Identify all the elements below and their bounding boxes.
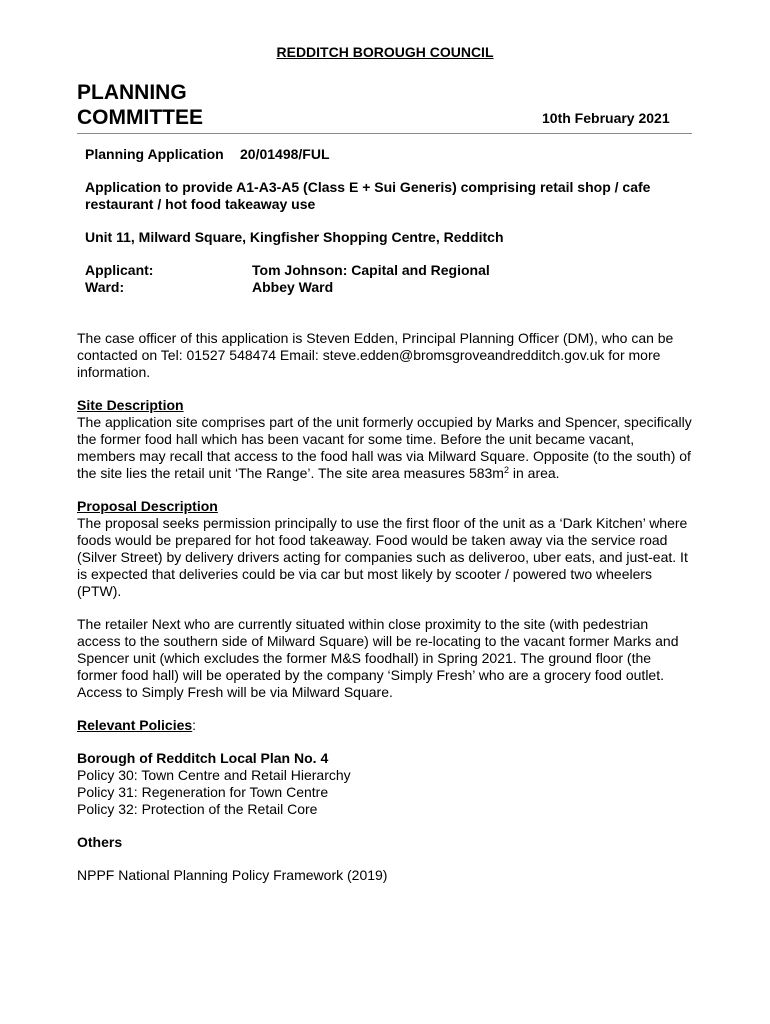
applicant-details: [85, 262, 685, 296]
applicant-row: [85, 262, 685, 279]
area-unit-superscript: 2: [503, 465, 509, 475]
site-description-text-end: in area.: [508, 465, 560, 481]
ward-label: Ward:: [85, 279, 125, 295]
application-site-address: Unit 11, Milward Square, Kingfisher Shopping Centre, Redditch: [85, 229, 504, 245]
proposal-paragraph-2: The retailer Next who are currently situated within close proximity to the site (with pedestrian access to the southern side of Milward Square) will be re-locating to the vacant former Marks and Spencer unit (which excludes the former M&S foodhall) in Spring 2021. The ground floor (the former food hall) will be operated by the company ‘Simply Fresh’ who are a grocery food outlet. Access to Simply Fresh will be via Milward Square.: [77, 616, 679, 700]
application-description: Application to provide A1-A3-A5 (Class E + Sui Generis) comprising retail shop / cafe restaurant / hot food takeaway use: [85, 179, 651, 212]
application-summary: [85, 146, 685, 296]
council-name: REDDITCH BOROUGH COUNCIL: [276, 44, 494, 60]
proposal-description-heading: Proposal Description: [77, 498, 218, 514]
header-divider: [77, 133, 692, 134]
others-policy-item: NPPF National Planning Policy Framework (2019): [77, 867, 388, 883]
report-body: [77, 330, 695, 900]
policy-item: Policy 31: Regeneration for Town Centre: [77, 784, 329, 800]
site-description-text: The application site comprises part of the unit formerly occupied by Marks and Spencer, specifically the former food hall which has been vacant for some time. Before the unit became vacant, members may recall that access to the food hall was via Milward Square. Opposite (to the south) of the site lies the retail unit ‘The Range’. The site area measures 583m: [77, 414, 692, 481]
meeting-date: 10th February 2021: [542, 110, 670, 126]
local-plan-policy-list: [77, 767, 695, 818]
applicant-value: Tom Johnson: Capital and Regional: [252, 262, 490, 278]
local-plan-block: [77, 750, 695, 818]
application-reference: [85, 146, 685, 163]
committee-title-line2: COMMITTEE: [77, 106, 203, 129]
policy-item: Policy 32: Protection of the Retail Core: [77, 801, 318, 817]
proposal-paragraph-1: The proposal seeks permission principally to use the first floor of the unit as a ‘Dark Kitchen’ where foods would be prepared for hot food takeaway. Food would be taken away via the service road (Silver Street) by delivery drivers acting for companies such as deliveroo, uber eats, and just-eat. It is expected that deliveries could be via car but most likely by scooter / powered two wheelers (PTW).: [77, 515, 688, 599]
site-description-heading: Site Description: [77, 397, 184, 413]
case-officer-paragraph: The case officer of this application is Steven Edden, Principal Planning Officer (DM), who can be contacted on Tel: 01527 548474 Email: steve.edden@bromsgroveandredditch.gov.uk for more information.: [77, 330, 674, 380]
application-reference-value: 20/01498/FUL: [240, 146, 330, 162]
policy-item: Policy 30: Town Centre and Retail Hierarchy: [77, 767, 351, 783]
ward-row: [85, 279, 685, 296]
others-heading: Others: [77, 834, 123, 850]
application-reference-label: Planning Application: [85, 146, 224, 162]
committee-title-line1: PLANNING: [77, 81, 187, 104]
committee-title: [77, 80, 203, 130]
local-plan-heading: Borough of Redditch Local Plan No. 4: [77, 750, 329, 766]
site-description-section: [77, 397, 695, 482]
relevant-policies-colon: :: [192, 717, 197, 733]
ward-value: Abbey Ward: [252, 279, 334, 295]
relevant-policies-heading-line: [77, 717, 695, 734]
relevant-policies-heading: Relevant Policies: [77, 717, 193, 733]
applicant-label: Applicant:: [85, 262, 154, 278]
proposal-description-section: [77, 498, 695, 600]
